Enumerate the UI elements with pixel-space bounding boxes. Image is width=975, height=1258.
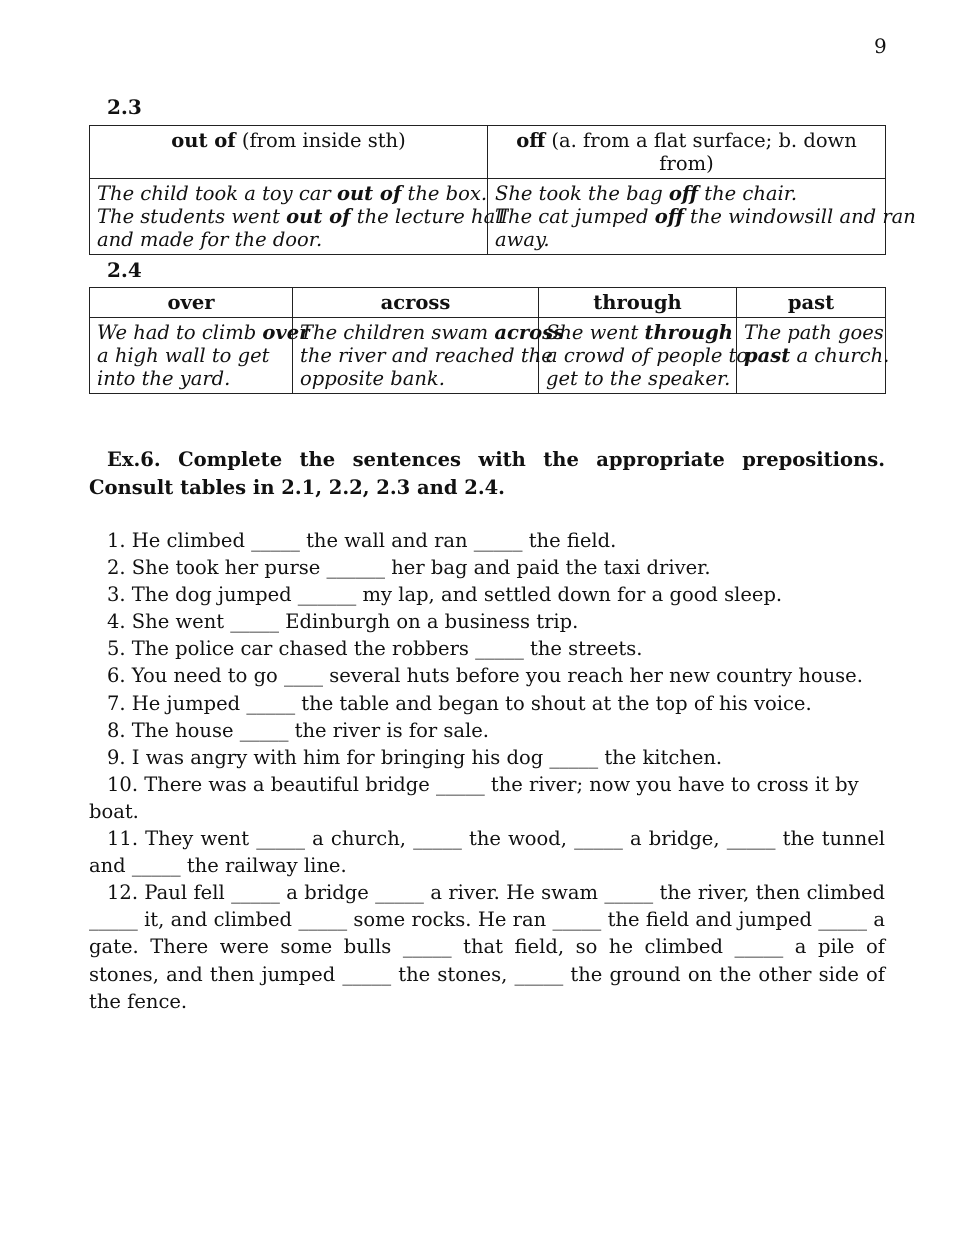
example-line: get to the speaker. <box>546 367 731 390</box>
list-item: 2. She took her purse ______ her bag and paid the taxi driver. <box>107 556 711 580</box>
example-cell-off <box>488 179 916 255</box>
example-line: opposite bank. <box>300 367 445 390</box>
header-gloss: (from inside sth) <box>235 129 406 152</box>
example-line: The children swam across <box>300 321 565 344</box>
header-out-of <box>90 126 488 179</box>
list-item: 5. The police car chased the robbers _____ the streets. <box>107 637 643 661</box>
example-cell-past <box>737 318 890 394</box>
header-gloss: (a. from a flat surface; b. down from) <box>545 129 857 175</box>
example-line: We had to climb over <box>97 321 310 344</box>
example-line: a crowd of people to <box>546 344 749 367</box>
header-bold-term: off <box>516 129 546 152</box>
list-item: 1. He climbed _____ the wall and ran _____ the field. <box>107 529 617 552</box>
header-bold-term: out of <box>171 129 236 152</box>
example-line: She took the bag off the chair. <box>495 182 798 205</box>
header-through: through <box>539 288 737 318</box>
example-line: the river and reached the <box>300 344 553 367</box>
list-item: 4. She went _____ Edinburgh on a business trip. <box>107 610 579 634</box>
example-line: into the yard. <box>97 367 231 390</box>
example-line: and made for the door. <box>97 228 323 251</box>
example-line: away. <box>495 228 550 251</box>
example-cell-across <box>293 318 565 394</box>
table-header-row <box>90 126 886 179</box>
list-item: 7. He jumped _____ the table and began to shout at the top of his voice. <box>107 691 812 715</box>
list-item: 10. There was a beautiful bridge _____ the river; now you have to cross it by boat. <box>89 772 859 823</box>
example-cell-through <box>539 318 749 394</box>
header-past: past <box>737 288 886 318</box>
example-line: The cat jumped off the windowsill and ran <box>495 205 916 228</box>
header-over: over <box>90 288 293 318</box>
table-row <box>90 179 886 255</box>
list-item: 11. They went _____ a church, _____ the wood, _____ a bridge, _____ the tunnel and _____ the railway line. <box>89 827 885 878</box>
example-line: The child took a toy car out of the box. <box>97 182 488 205</box>
table-2-4 <box>89 287 890 394</box>
example-line: She went through <box>546 321 733 344</box>
example-line: past a church. <box>744 344 890 367</box>
example-cell-over <box>90 318 310 394</box>
table-row <box>90 318 886 394</box>
example-line: The students went out of the lecture hall <box>97 205 508 228</box>
example-line: The path goes <box>744 321 884 344</box>
table-2-3 <box>89 125 916 255</box>
example-cell-out-of <box>90 179 508 255</box>
exercise-sentences <box>89 527 885 1015</box>
page-number: 9 <box>874 34 887 58</box>
list-item: 3. The dog jumped ______ my lap, and settled down for a good sleep. <box>107 583 783 607</box>
list-item: 9. I was angry with him for bringing his dog _____ the kitchen. <box>107 745 723 769</box>
list-item: 12. Paul fell _____ a bridge _____ a river. He swam _____ the river, then climbed _____ it, and climbed _____ some rocks. He ran _____ the field and jumped _____ a gate. There were some bulls _____ that field, so he climbed _____ a pile of stones, and then jumped _____ the stones, _____ the ground on the other side of the fence. <box>89 881 885 1013</box>
header-across: across <box>293 288 539 318</box>
table-header-row <box>90 288 886 318</box>
header-off <box>488 126 886 179</box>
list-item: 8. The house _____ the river is for sale. <box>107 718 489 742</box>
section-label-2-4: 2.4 <box>107 258 142 282</box>
exercise-heading: Ex.6. Complete the sentences with the appropriate prepositions. Consult tables in 2.1, 2.2, 2.3 and 2.4. <box>89 448 885 499</box>
list-item: 6. You need to go ____ several huts before you reach her new country house. <box>107 664 863 688</box>
example-line: a high wall to get <box>97 344 270 367</box>
section-label-2-3: 2.3 <box>107 95 142 119</box>
